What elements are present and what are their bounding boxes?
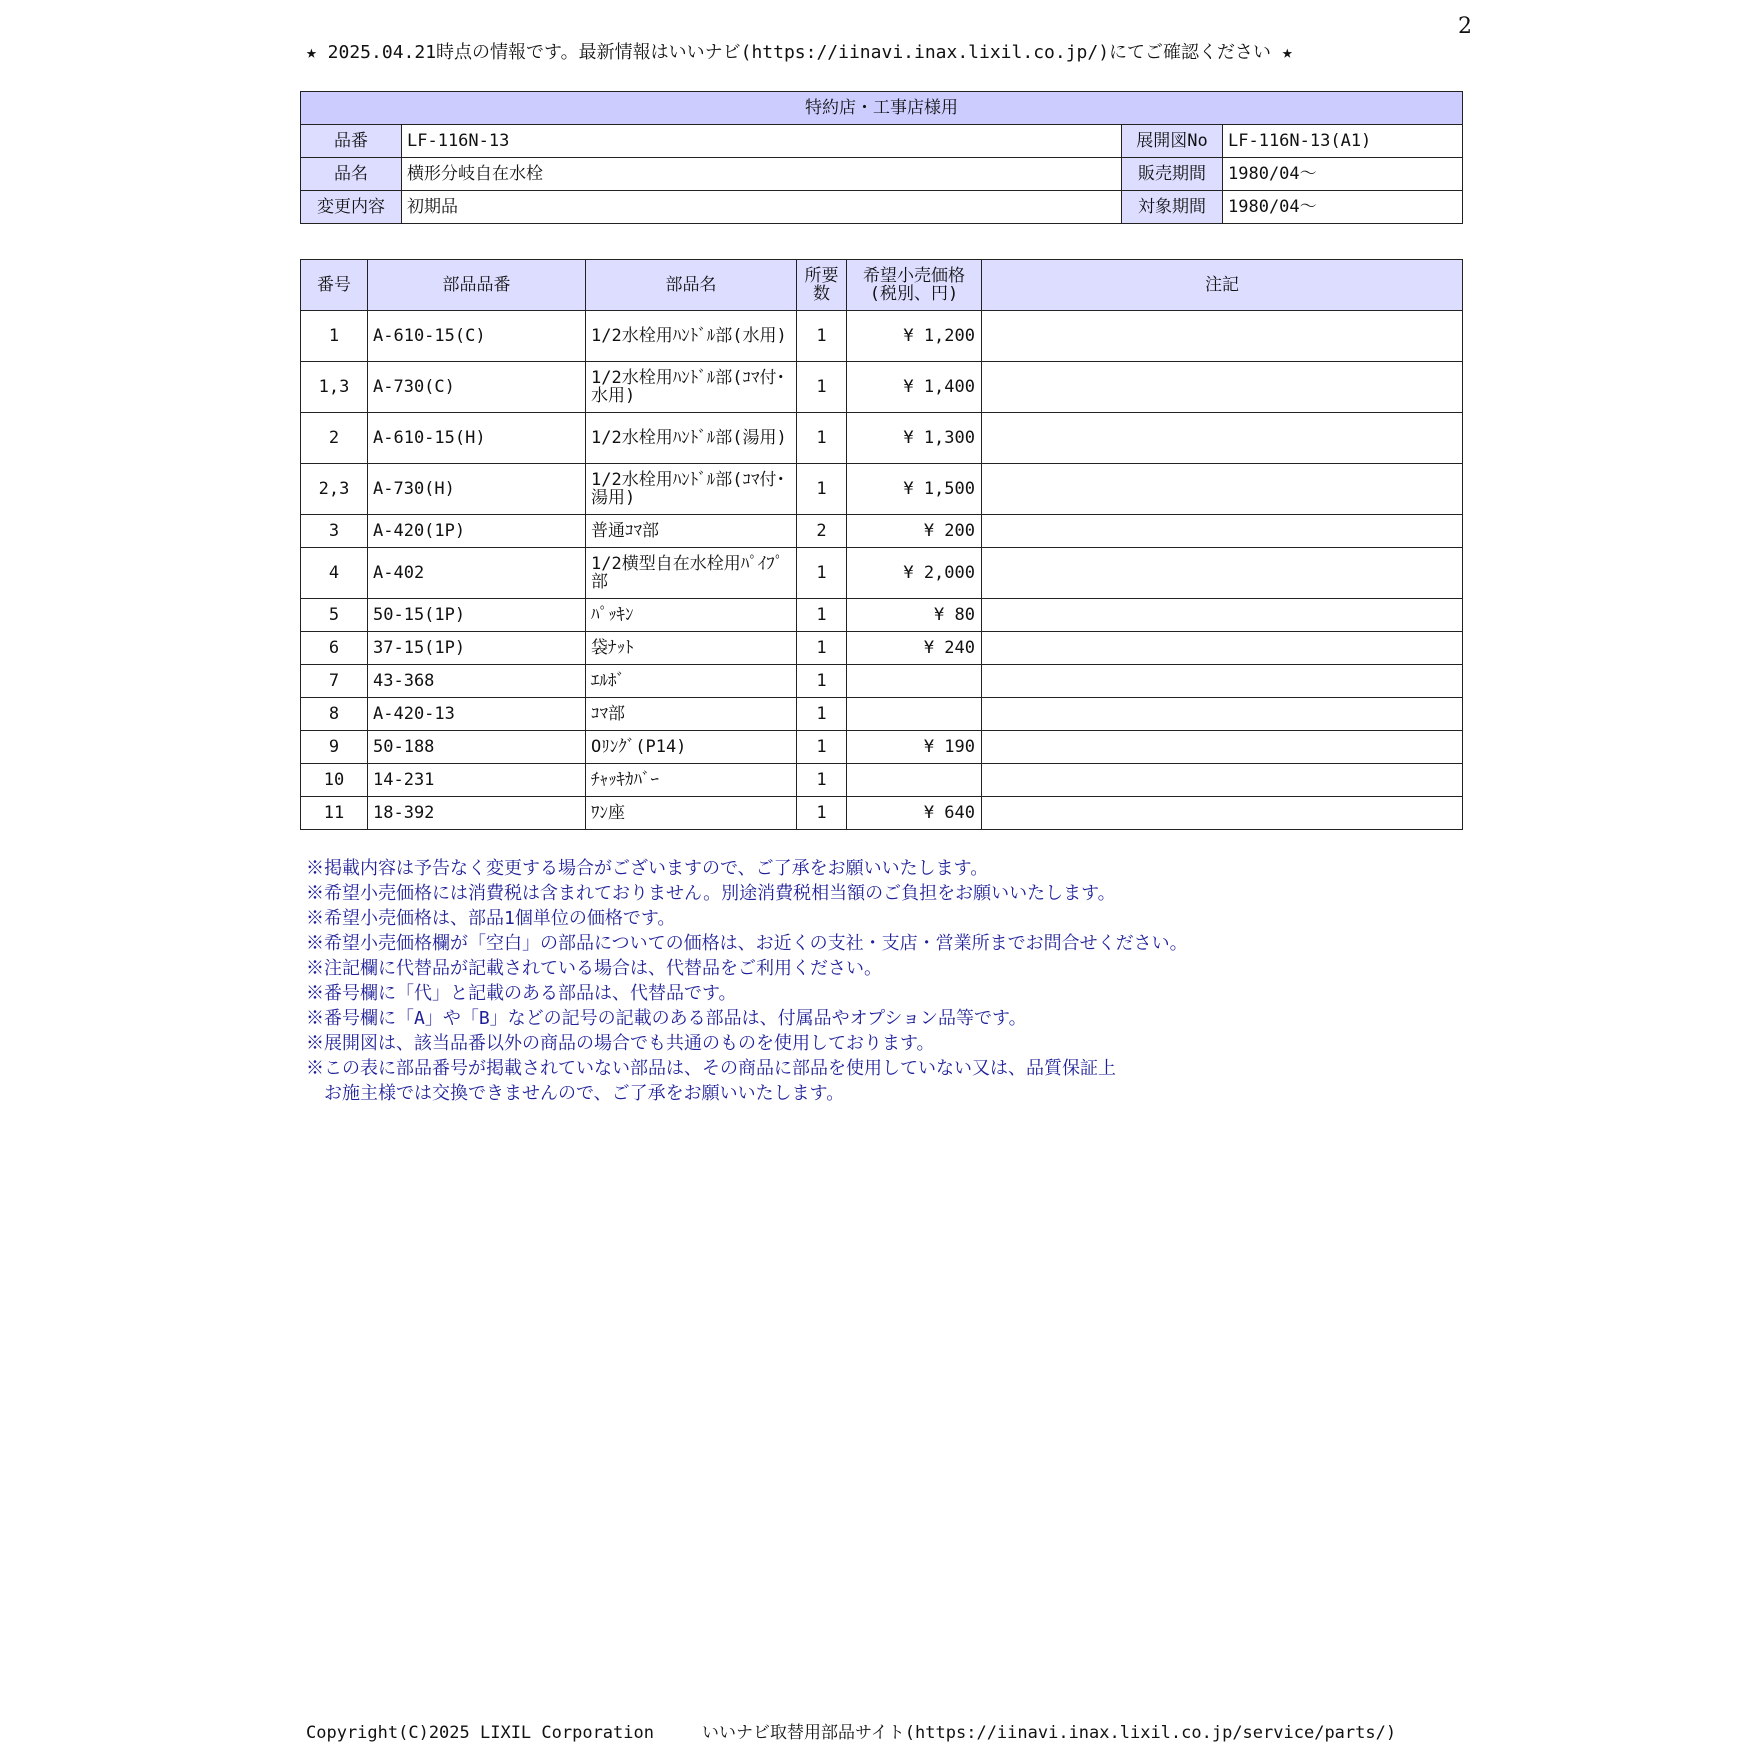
note-line: ※希望小売価格には消費税は含まれておりません。別途消費税相当額のご負担をお願いいたします。 (306, 883, 1116, 904)
cell-note (982, 764, 1463, 797)
parts-table (300, 259, 1463, 830)
label-change-content: 変更内容 (301, 191, 402, 224)
cell-note (982, 698, 1463, 731)
cell-note (982, 362, 1463, 413)
cell-part-name: 1/2横型自在水栓用ﾊﾟｲﾌﾟ部 (586, 548, 797, 599)
cell-part-name: 1/2水栓用ﾊﾝﾄﾞﾙ部(水用) (586, 311, 797, 362)
cell-price: ¥ 80 (847, 599, 982, 632)
table-row (301, 665, 1463, 698)
info-table-title: 特約店・工事店様用 (301, 92, 1463, 125)
cell-note (982, 515, 1463, 548)
cell-number: 1,3 (301, 362, 368, 413)
note-line: ※希望小売価格は、部品1個単位の価格です。 (306, 908, 676, 929)
cell-quantity: 1 (797, 362, 847, 413)
cell-note (982, 731, 1463, 764)
cell-note (982, 665, 1463, 698)
cell-part-name: Oﾘﾝｸﾞ(P14) (586, 731, 797, 764)
cell-price (847, 764, 982, 797)
note-line: ※注記欄に代替品が記載されている場合は、代替品をご利用ください。 (306, 958, 882, 979)
note-line: ※掲載内容は予告なく変更する場合がございますので、ご了承をお願いいたします。 (306, 858, 989, 879)
cell-quantity: 1 (797, 764, 847, 797)
footer-site: いいナビ取替用部品サイト(https://iinavi.inax.lixil.co.jp/service/parts/) (702, 1723, 1397, 1743)
table-row (301, 632, 1463, 665)
cell-part-name: ｴﾙﾎﾞ (586, 665, 797, 698)
label-target-period: 対象期間 (1122, 191, 1223, 224)
cell-number: 2 (301, 413, 368, 464)
cell-part-number: 50-15(1P) (368, 599, 586, 632)
notes-section (306, 856, 1506, 1106)
cell-note (982, 599, 1463, 632)
value-product-name: 横形分岐自在水栓 (402, 158, 1122, 191)
table-row (301, 464, 1463, 515)
header-quantity: 所要数 (797, 260, 847, 311)
table-row (301, 764, 1463, 797)
cell-number: 7 (301, 665, 368, 698)
table-row (301, 413, 1463, 464)
table-row (301, 362, 1463, 413)
table-row (301, 698, 1463, 731)
cell-price: ¥ 1,300 (847, 413, 982, 464)
cell-number: 5 (301, 599, 368, 632)
table-row (301, 731, 1463, 764)
header-part-number: 部品品番 (368, 260, 586, 311)
cell-part-number: 50-188 (368, 731, 586, 764)
note-line: お施主様では交換できませんので、ご了承をお願いいたします。 (306, 1083, 845, 1104)
cell-price (847, 665, 982, 698)
cell-number: 8 (301, 698, 368, 731)
cell-quantity: 1 (797, 632, 847, 665)
cell-price (847, 698, 982, 731)
footer-copyright: Copyright(C)2025 LIXIL Corporation (306, 1723, 654, 1743)
note-line: ※この表に部品番号が掲載されていない部品は、その商品に部品を使用していない又は、品質保証上 (306, 1058, 1116, 1079)
cell-number: 6 (301, 632, 368, 665)
cell-quantity: 1 (797, 548, 847, 599)
header-number: 番号 (301, 260, 368, 311)
cell-part-name: 普通ｺﾏ部 (586, 515, 797, 548)
cell-quantity: 1 (797, 665, 847, 698)
cell-part-name: 1/2水栓用ﾊﾝﾄﾞﾙ部(ｺﾏ付･水用) (586, 362, 797, 413)
cell-part-name: 1/2水栓用ﾊﾝﾄﾞﾙ部(ｺﾏ付･湯用) (586, 464, 797, 515)
cell-price: ¥ 640 (847, 797, 982, 830)
label-part-number: 品番 (301, 125, 402, 158)
table-row (301, 599, 1463, 632)
label-sales-period: 販売期間 (1122, 158, 1223, 191)
cell-part-number: A-610-15(H) (368, 413, 586, 464)
cell-price: ¥ 200 (847, 515, 982, 548)
table-row (301, 548, 1463, 599)
product-info-table (300, 91, 1463, 224)
label-diagram-no: 展開図No (1122, 125, 1223, 158)
cell-part-number: 43-368 (368, 665, 586, 698)
cell-part-number: 14-231 (368, 764, 586, 797)
cell-note (982, 464, 1463, 515)
cell-quantity: 2 (797, 515, 847, 548)
cell-part-name: ﾜﾝ座 (586, 797, 797, 830)
note-line: ※番号欄に「A」や「B」などの記号の記載のある部品は、付属品やオプション品等です。 (306, 1008, 1027, 1029)
cell-part-number: A-420(1P) (368, 515, 586, 548)
cell-note (982, 413, 1463, 464)
table-row (301, 797, 1463, 830)
cell-number: 10 (301, 764, 368, 797)
footer (306, 1718, 1506, 1743)
value-target-period: 1980/04〜 (1223, 191, 1463, 224)
table-row (301, 311, 1463, 362)
cell-price: ¥ 1,400 (847, 362, 982, 413)
parts-table-body (301, 311, 1463, 830)
cell-note (982, 632, 1463, 665)
cell-part-number: A-730(C) (368, 362, 586, 413)
value-change-content: 初期品 (402, 191, 1122, 224)
header-part-name: 部品名 (586, 260, 797, 311)
cell-part-number: A-402 (368, 548, 586, 599)
cell-quantity: 1 (797, 413, 847, 464)
header-note: 注記 (982, 260, 1463, 311)
info-notice: ★ 2025.04.21時点の情報です。最新情報はいいナビ(https://iinavi.inax.lixil.co.jp/)にてご確認ください ★ (306, 42, 1293, 63)
cell-price: ¥ 1,200 (847, 311, 982, 362)
cell-part-number: 18-392 (368, 797, 586, 830)
cell-note (982, 797, 1463, 830)
table-row (301, 515, 1463, 548)
header-price: 希望小売価格(税別、円) (847, 260, 982, 311)
label-product-name: 品名 (301, 158, 402, 191)
cell-part-name: 袋ﾅｯﾄ (586, 632, 797, 665)
note-line: ※番号欄に「代」と記載のある部品は、代替品です。 (306, 983, 737, 1004)
value-part-number: LF-116N-13 (402, 125, 1122, 158)
cell-quantity: 1 (797, 599, 847, 632)
cell-quantity: 1 (797, 311, 847, 362)
cell-price: ¥ 240 (847, 632, 982, 665)
cell-note (982, 548, 1463, 599)
cell-price: ¥ 1,500 (847, 464, 982, 515)
cell-number: 9 (301, 731, 368, 764)
cell-price: ¥ 190 (847, 731, 982, 764)
note-line: ※希望小売価格欄が「空白」の部品についての価格は、お近くの支社・支店・営業所までお問合せください。 (306, 933, 1188, 954)
value-diagram-no: LF-116N-13(A1) (1223, 125, 1463, 158)
cell-part-number: 37-15(1P) (368, 632, 586, 665)
cell-part-name: ｺﾏ部 (586, 698, 797, 731)
cell-number: 2,3 (301, 464, 368, 515)
page-number: 2 (1458, 14, 1472, 39)
cell-quantity: 1 (797, 464, 847, 515)
cell-number: 1 (301, 311, 368, 362)
cell-quantity: 1 (797, 797, 847, 830)
cell-quantity: 1 (797, 698, 847, 731)
note-line: ※展開図は、該当品番以外の商品の場合でも共通のものを使用しております。 (306, 1033, 935, 1054)
cell-part-number: A-730(H) (368, 464, 586, 515)
cell-part-name: ﾊﾟｯｷﾝ (586, 599, 797, 632)
cell-part-number: A-610-15(C) (368, 311, 586, 362)
cell-part-name: 1/2水栓用ﾊﾝﾄﾞﾙ部(湯用) (586, 413, 797, 464)
cell-price: ¥ 2,000 (847, 548, 982, 599)
cell-note (982, 311, 1463, 362)
cell-number: 11 (301, 797, 368, 830)
cell-part-name: ﾁｬｯｷｶﾊﾞｰ (586, 764, 797, 797)
cell-quantity: 1 (797, 731, 847, 764)
value-sales-period: 1980/04〜 (1223, 158, 1463, 191)
cell-number: 3 (301, 515, 368, 548)
cell-number: 4 (301, 548, 368, 599)
cell-part-number: A-420-13 (368, 698, 586, 731)
